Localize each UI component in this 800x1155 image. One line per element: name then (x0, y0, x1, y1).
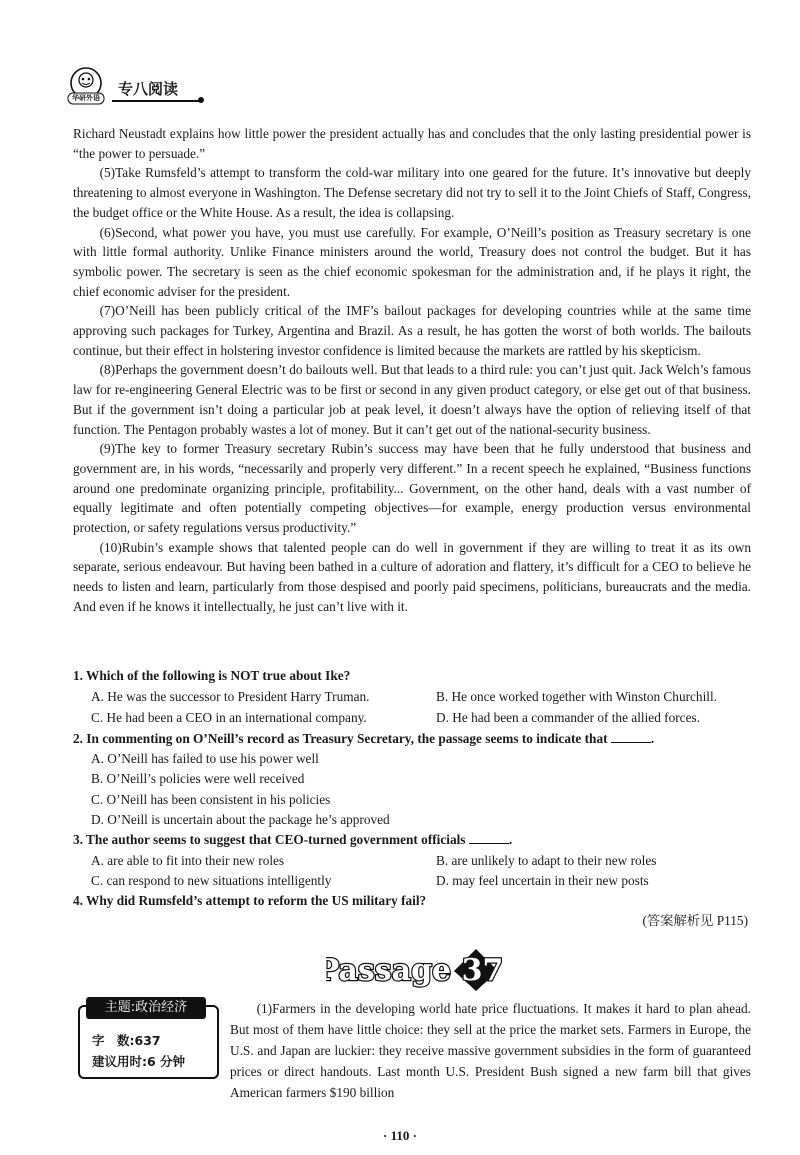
paragraph: (1)Farmers in the developing world hate price fluctuations. It makes it hard to plan ahead. But most of them have little choice: they sell at the price the market sets. Farmers in Europe, the U.S. and Japan are luckier: they receive massive government subsidies in the form of guaranteed prices or direct handouts. Last month U.S. President Bush signed a new farm bill that gives American farmers $190 billion (230, 1001, 751, 1100)
question-2: 2. In commenting on O’Neill’s record as Treasury Secretary, the passage seems to indicate that . (73, 731, 655, 746)
word-count-row (92, 1031, 161, 1049)
answer-blank (611, 730, 651, 743)
passage-banner (326, 945, 502, 993)
paragraph: (5)Take Rumsfeld’s attempt to transform the cold-war military into one geared for the future. It’s innovative but deeply threatening to almost everyone in Washington. The Defense secretary did not try to sell it to the Joint Chiefs of Staff, Congress, the budget office or the White House. As a result, the idea is collapsing. (73, 165, 751, 220)
topic-label: 主题:政治经济 (86, 997, 206, 1019)
question-3-option-d: D. may feel uncertain in their new posts (436, 873, 649, 888)
question-3-stem: 3. The author seems to suggest that CEO-turned government officials (73, 832, 466, 847)
book-section-title: 专八阅读 (118, 80, 179, 98)
suggested-time-label: 建议用时: (92, 1054, 147, 1069)
header-rule (112, 100, 200, 102)
question-1-option-a: A. He was the successor to President Harry Truman. (91, 689, 370, 704)
logo-text: 华研外语 (72, 94, 100, 102)
header-dot (198, 97, 204, 103)
suggested-time-row (92, 1052, 185, 1070)
paragraph: Richard Neustadt explains how little power the president actually has and concludes that the only lasting presidential power is “the power to persuade.” (73, 126, 751, 161)
suggested-time-value: 6 分钟 (147, 1054, 186, 1069)
question-2-option-d: D. O’Neill is uncertain about the package he’s approved (91, 812, 390, 827)
passage-text (73, 124, 751, 617)
word-count-value: 637 (134, 1033, 161, 1048)
paragraph: (8)Perhaps the government doesn’t do bailouts well. But that leads to a third rule: you can’t just quit. Jack Welch’s famous law for re-engineering General Electric was to be first or second in any given product category, or else get out of that business. But if the government isn’t doing a particular job at peak level, it doesn’t always have the option of relieving itself of that function. The Pentagon probably wastes a lot of money. But it can’t get out of the national-security business. (73, 362, 751, 437)
publisher-logo (64, 66, 108, 106)
paragraph: (7)O’Neill has been publicly critical of the IMF’s bailout packages for developing countries while at the same time approving such packages for Turkey, Argentina and Brazil. As a result, he has gotten the worst of both worlds. The bailouts continue, but their effect in holstering investor confidence is limited because the markets are rattled by his skepticism. (73, 303, 751, 358)
question-1-option-b: B. He once worked together with Winston Churchill. (436, 689, 717, 704)
question-1-option-d: D. He had been a commander of the allied forces. (436, 710, 700, 725)
question-1-stem: 1. Which of the following is NOT true about Ike? (73, 668, 351, 683)
question-3-option-b: B. are unlikely to adapt to their new roles (436, 853, 657, 868)
question-3-option-a: A. are able to fit into their new roles (91, 853, 285, 868)
question-1-option-c: C. He had been a CEO in an international company. (91, 710, 367, 725)
answer-reference: (答案解析见 P115) (642, 913, 748, 928)
answer-blank (469, 831, 509, 844)
question-4-stem: 4. Why did Rumsfeld’s attempt to reform the US military fail? (73, 893, 427, 908)
question-3: 3. The author seems to suggest that CEO-turned government officials . (73, 832, 513, 847)
word-count-label: 字 数: (92, 1033, 135, 1048)
paragraph: (6)Second, what power you have, you must use carefully. For example, O’Neill’s position as Treasury secretary is one with little formal authority. Unlike Finance ministers around the world, Treasury does not control the budget. But it has symbolic power. The secretary is seen as the chief economic spokesman for the administration and, if he plays it right, the chief economic adviser for the president. (73, 224, 751, 299)
passage-banner-text: Passage 37 (326, 953, 502, 988)
next-passage-text (230, 998, 751, 1103)
question-2-option-a: A. O’Neill has failed to use his power well (91, 751, 319, 766)
question-2-option-c: C. O’Neill has been consistent in his policies (91, 792, 331, 807)
question-3-option-c: C. can respond to new situations intelligently (91, 873, 332, 888)
question-2-stem: 2. In commenting on O’Neill’s record as Treasury Secretary, the passage seems to indicate that (73, 731, 608, 746)
paragraph: (9)The key to former Treasury secretary Rubin’s success may have been that he fully understood that business and government are, in his words, “necessarily and properly very different.” In a recent speech he explained, “Business functions around one predominate organizing principle, profitability... Government, on the other hand, deals with a vast number of equally legitimate and often potentially competing objectives—for example, energy production versus environmental protection, or safety regulations versus productivity.” (73, 441, 751, 536)
page-number: · 110 · (383, 1128, 417, 1143)
paragraph: (10)Rubin’s example shows that talented people can do well in government if they are willing to treat it as its own separate, serious endeavour. But having been bathed in a culture of adoration and flattery, it’s difficult for a CEO to believe he needs to listen and learn, particularly from those despised and poorly paid specimens, politicians, bureaucrats and the media. And even if he knows it intellectually, he just can’t live with it. (73, 539, 751, 614)
question-2-option-b: B. O’Neill’s policies were well received (91, 771, 305, 786)
